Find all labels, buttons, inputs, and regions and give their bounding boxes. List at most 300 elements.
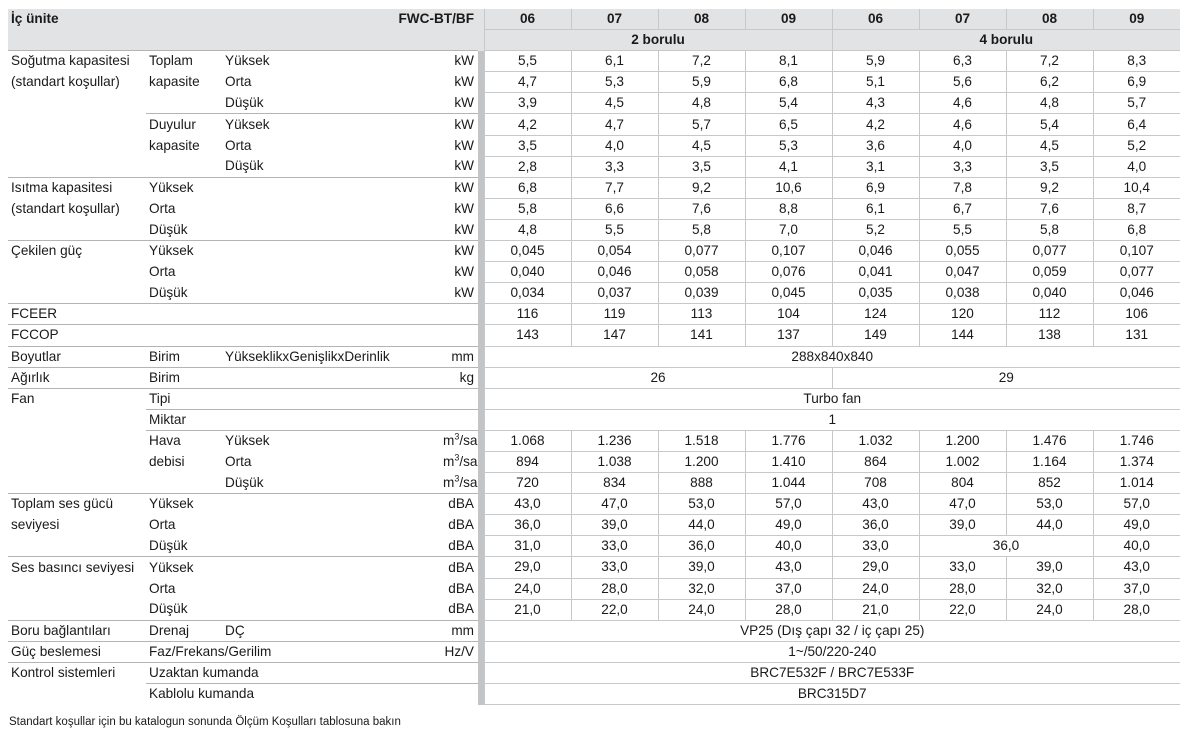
row-unit: kW	[440, 177, 478, 198]
row-label: Isıtma kapasitesi	[8, 177, 146, 198]
row-label: Fan	[8, 388, 146, 409]
row-level: Düşük	[225, 95, 264, 111]
model-code: 08	[1006, 9, 1093, 30]
table-row	[8, 9, 1180, 30]
value-cell: 0,058	[658, 262, 745, 283]
value-cell: 143	[484, 325, 571, 346]
value-cell: 0,077	[1006, 241, 1093, 262]
unit-tail: /sa	[459, 454, 478, 470]
row-unit: dBA	[440, 557, 478, 578]
value-cell: 57,0	[1093, 494, 1180, 515]
value-cell: 1.236	[571, 430, 658, 451]
row-level	[222, 177, 440, 198]
table-row	[8, 114, 1180, 135]
row-unit: dBA	[448, 580, 474, 596]
value-cell: 0,040	[484, 262, 571, 283]
value-cell: 137	[745, 325, 832, 346]
value-cell: 6,2	[1006, 72, 1093, 93]
value-cell: 1.164	[1006, 451, 1093, 472]
row-sublabel	[146, 93, 222, 114]
value-cell: 33,0	[571, 536, 658, 557]
row-unit: dBA	[448, 517, 474, 533]
row-sublabel: Toplam	[146, 51, 222, 72]
value-cell: 1.200	[658, 451, 745, 472]
table-row	[8, 367, 1180, 388]
row-unit: dBA	[448, 601, 474, 617]
row-level: DÇ	[222, 620, 440, 641]
row-label: seviyesi	[11, 517, 60, 533]
value-cell: 0,077	[658, 241, 745, 262]
row-unit: dBA	[448, 538, 474, 554]
value-cell: 4,8	[484, 219, 571, 240]
value-cell: 36,0	[832, 515, 919, 536]
value-cell: 7,8	[919, 177, 1006, 198]
table-row	[8, 409, 1180, 430]
row-level	[222, 283, 440, 304]
row-sublabel: Birim	[146, 367, 222, 388]
value-cell: 1.044	[745, 473, 832, 494]
value-cell: 43,0	[745, 557, 832, 578]
row-sublabel: Düşük	[149, 538, 188, 554]
value-cell: 36,0	[919, 536, 1093, 557]
table-row	[8, 30, 1180, 51]
row-unit: kW	[454, 137, 474, 153]
value-cell: 44,0	[658, 515, 745, 536]
value-cell: 131	[1093, 325, 1180, 346]
unit-superscript: 3	[454, 431, 460, 442]
value-cell: 39,0	[658, 557, 745, 578]
table-row	[8, 662, 1180, 683]
row-level	[222, 557, 440, 578]
value-cell: 5,6	[919, 72, 1006, 93]
row-level: Orta	[225, 454, 252, 470]
value-cell: 3,3	[919, 156, 1006, 177]
value-cell: 40,0	[1093, 536, 1180, 557]
value-cell: 32,0	[1006, 578, 1093, 599]
value-cell: 1.374	[1093, 451, 1180, 472]
value-cell: 147	[571, 325, 658, 346]
value-cell: 6,9	[832, 177, 919, 198]
unit-tail: /sa	[459, 433, 478, 449]
value-cell: 5,8	[658, 219, 745, 240]
row-level	[222, 198, 440, 219]
row-label	[8, 599, 146, 620]
row-sublabel	[146, 325, 222, 346]
value-cell: 4,5	[1006, 135, 1093, 156]
row-level: YükseklikxGenişlikxDerinlik	[222, 346, 440, 367]
value-cell: 43,0	[484, 494, 571, 515]
value-cell: 28,0	[1093, 599, 1180, 620]
row-label: Kontrol sistemleri	[8, 662, 146, 683]
value-cell: 5,4	[745, 93, 832, 114]
value-cell: 8,7	[1093, 198, 1180, 219]
table-row	[8, 156, 1180, 177]
value-cell: 9,2	[658, 177, 745, 198]
value-cell: 149	[832, 325, 919, 346]
value-cell: 5,9	[658, 72, 745, 93]
header-blank	[8, 30, 478, 51]
unit-m: m	[443, 433, 455, 449]
table-row	[8, 473, 1180, 494]
row-level	[222, 515, 440, 536]
model-code: 06	[832, 9, 919, 30]
row-level	[222, 388, 440, 409]
value-cell: 4,6	[919, 114, 1006, 135]
value-cell: 1.032	[832, 430, 919, 451]
row-sublabel: Orta	[149, 517, 176, 533]
value-cell: 43,0	[832, 494, 919, 515]
row-label: (standart koşullar)	[11, 74, 120, 90]
row-label	[8, 219, 146, 240]
row-sublabel: Faz/Frekans/Gerilim	[146, 641, 222, 662]
value-cell: 5,2	[1093, 135, 1180, 156]
value-cell: 6,4	[1093, 114, 1180, 135]
value-cell: 124	[832, 304, 919, 325]
value-cell: 37,0	[1093, 578, 1180, 599]
row-unit: kW	[454, 221, 474, 237]
table-row	[8, 684, 1180, 705]
value-cell: 288x840x840	[484, 346, 1180, 367]
value-cell: 7,6	[1006, 198, 1093, 219]
table-row	[8, 325, 1180, 346]
value-cell: 1~/50/220-240	[484, 641, 1180, 662]
row-label	[8, 536, 146, 557]
row-label: Güç beslemesi	[8, 641, 146, 662]
row-sublabel: Yüksek	[146, 241, 222, 262]
value-cell: 5,2	[832, 219, 919, 240]
value-cell: 4,6	[919, 93, 1006, 114]
table-row	[8, 177, 1180, 198]
value-cell: 24,0	[1006, 599, 1093, 620]
value-cell: 1.410	[745, 451, 832, 472]
row-unit: kW	[440, 51, 478, 72]
value-cell: 138	[1006, 325, 1093, 346]
value-cell: 8,1	[745, 51, 832, 72]
value-cell: 0,037	[571, 283, 658, 304]
value-cell: 834	[571, 473, 658, 494]
value-cell: 33,0	[832, 536, 919, 557]
footnote: Standart koşullar için bu katalogun sonunda Ölçüm Koşulları tablosuna bakın	[9, 716, 401, 728]
pipe-group: 4 borulu	[832, 30, 1180, 51]
value-cell: 28,0	[571, 578, 658, 599]
table-row	[8, 451, 1180, 472]
table-row	[8, 641, 1180, 662]
value-cell: 5,7	[1093, 93, 1180, 114]
value-cell: BRC315D7	[484, 684, 1180, 705]
row-sublabel: debisi	[149, 454, 185, 470]
row-label: FCEER	[8, 304, 146, 325]
row-unit	[440, 304, 478, 325]
row-unit: kW	[454, 264, 474, 280]
value-cell: 0,059	[1006, 262, 1093, 283]
value-cell: 33,0	[571, 557, 658, 578]
table-row	[8, 430, 1180, 451]
row-unit: kW	[440, 241, 478, 262]
value-cell: 708	[832, 473, 919, 494]
row-label: Çekilen güç	[8, 241, 146, 262]
row-sublabel: Birim	[146, 346, 222, 367]
value-cell: 6,7	[919, 198, 1006, 219]
row-unit: kW	[454, 74, 474, 90]
model-code: 06	[484, 9, 571, 30]
row-unit	[440, 430, 478, 451]
value-cell: 1	[484, 409, 1180, 430]
value-cell: 144	[919, 325, 1006, 346]
row-level: Yüksek	[222, 51, 440, 72]
row-level	[222, 325, 440, 346]
value-cell: 32,0	[658, 578, 745, 599]
row-level: Orta	[225, 137, 252, 153]
row-level	[222, 536, 440, 557]
table-row	[8, 620, 1180, 641]
value-cell: 6,6	[571, 198, 658, 219]
value-cell: 4,8	[1006, 93, 1093, 114]
row-label	[8, 451, 146, 472]
value-cell: 7,6	[658, 198, 745, 219]
value-cell: 26	[484, 367, 832, 388]
value-cell: 0,076	[745, 262, 832, 283]
value-cell: 4,1	[745, 156, 832, 177]
value-cell: 6,8	[745, 72, 832, 93]
value-cell: 894	[484, 451, 571, 472]
value-cell: 57,0	[745, 494, 832, 515]
model-header: FWC-BT/BF	[222, 9, 478, 30]
row-label	[8, 684, 146, 705]
table-row	[8, 578, 1180, 599]
value-cell: 5,9	[832, 51, 919, 72]
row-level	[222, 262, 440, 283]
row-sublabel: Yüksek	[146, 177, 222, 198]
value-cell: 37,0	[745, 578, 832, 599]
unit-header: İç ünite	[8, 9, 222, 30]
row-sublabel	[146, 156, 222, 177]
table-row	[8, 515, 1180, 536]
value-cell: 40,0	[745, 536, 832, 557]
value-cell: 39,0	[919, 515, 1006, 536]
value-cell: 0,046	[832, 241, 919, 262]
pipe-group: 2 borulu	[484, 30, 832, 51]
value-cell: 116	[484, 304, 571, 325]
value-cell: 6,1	[571, 51, 658, 72]
row-unit	[440, 684, 478, 705]
value-cell: 0,045	[745, 283, 832, 304]
value-cell: 5,5	[571, 219, 658, 240]
value-cell: 7,2	[658, 51, 745, 72]
row-label: Boyutlar	[8, 346, 146, 367]
table-row	[8, 557, 1180, 578]
value-cell: 0,107	[745, 241, 832, 262]
row-label	[8, 409, 146, 430]
value-cell: 888	[658, 473, 745, 494]
value-cell: 4,7	[571, 114, 658, 135]
value-cell: 21,0	[832, 599, 919, 620]
value-cell: 43,0	[1093, 557, 1180, 578]
value-cell: 1.002	[919, 451, 1006, 472]
value-cell: 0,045	[484, 241, 571, 262]
value-cell: 119	[571, 304, 658, 325]
value-cell: 3,6	[832, 135, 919, 156]
value-cell: 8,3	[1093, 51, 1180, 72]
value-cell: 5,1	[832, 72, 919, 93]
value-cell: 0,038	[919, 283, 1006, 304]
row-unit: kW	[454, 95, 474, 111]
value-cell: 21,0	[484, 599, 571, 620]
row-sublabel: Düşük	[149, 285, 188, 301]
model-code: 09	[1093, 9, 1180, 30]
table-row	[8, 599, 1180, 620]
row-label	[8, 262, 146, 283]
value-cell: 5,8	[1006, 219, 1093, 240]
row-level	[222, 219, 440, 240]
row-level	[222, 304, 440, 325]
value-cell: 864	[832, 451, 919, 472]
value-cell: 4,3	[832, 93, 919, 114]
row-sublabel: Duyulur	[146, 114, 222, 135]
row-label: Boru bağlantıları	[8, 620, 146, 641]
row-sublabel: Tipi	[146, 388, 222, 409]
table-row	[8, 388, 1180, 409]
value-cell: 5,3	[571, 72, 658, 93]
value-cell: 4,7	[484, 72, 571, 93]
value-cell: 29,0	[484, 557, 571, 578]
model-code: 09	[745, 9, 832, 30]
row-label: FCCOP	[8, 325, 146, 346]
value-cell: 4,0	[919, 135, 1006, 156]
value-cell: 4,2	[484, 114, 571, 135]
table-row	[8, 536, 1180, 557]
value-cell: BRC7E532F / BRC7E533F	[484, 662, 1180, 683]
row-sublabel: Yüksek	[146, 557, 222, 578]
value-cell: 1.068	[484, 430, 571, 451]
spec-table	[8, 9, 1180, 705]
table-row	[8, 346, 1180, 367]
value-cell: 106	[1093, 304, 1180, 325]
row-unit	[440, 325, 478, 346]
row-level: Düşük	[225, 474, 264, 490]
value-cell: 28,0	[919, 578, 1006, 599]
row-sublabel: Orta	[149, 200, 176, 216]
value-cell: 6,5	[745, 114, 832, 135]
row-label	[8, 430, 146, 451]
row-level: Yüksek	[222, 430, 440, 451]
value-cell: 36,0	[484, 515, 571, 536]
value-cell: 49,0	[1093, 515, 1180, 536]
row-label: (standart koşullar)	[11, 200, 120, 216]
table-row	[8, 198, 1180, 219]
row-sublabel: kapasite	[149, 137, 200, 153]
value-cell: 112	[1006, 304, 1093, 325]
value-cell: 0,035	[832, 283, 919, 304]
value-cell: 0,054	[571, 241, 658, 262]
value-cell: 1.776	[745, 430, 832, 451]
value-cell: 9,2	[1006, 177, 1093, 198]
spec-table-container	[8, 9, 1180, 705]
unit-m: m	[443, 454, 455, 470]
value-cell: Turbo fan	[484, 388, 1180, 409]
row-unit: kW	[454, 285, 474, 301]
row-level	[222, 599, 440, 620]
row-unit: kW	[454, 200, 474, 216]
value-cell: 0,047	[919, 262, 1006, 283]
value-cell: 24,0	[658, 599, 745, 620]
table-row	[8, 93, 1180, 114]
value-cell: 31,0	[484, 536, 571, 557]
value-cell: 5,5	[484, 51, 571, 72]
row-sublabel: Orta	[149, 264, 176, 280]
table-row	[8, 494, 1180, 515]
value-cell: 44,0	[1006, 515, 1093, 536]
value-cell: 1.038	[571, 451, 658, 472]
row-sublabel	[146, 304, 222, 325]
value-cell: 720	[484, 473, 571, 494]
value-cell: 3,5	[1006, 156, 1093, 177]
row-label	[8, 473, 146, 494]
row-label: Ses basıncı seviyesi	[8, 557, 146, 578]
row-level: Düşük	[225, 158, 264, 174]
row-sublabel: Miktar	[146, 409, 222, 430]
row-unit	[440, 409, 478, 430]
value-cell: 3,1	[832, 156, 919, 177]
value-cell: 47,0	[919, 494, 1006, 515]
value-cell: 53,0	[658, 494, 745, 515]
model-code: 08	[658, 9, 745, 30]
row-level	[222, 494, 440, 515]
value-cell: 4,5	[658, 135, 745, 156]
row-label	[8, 578, 146, 599]
row-label	[8, 135, 146, 156]
value-cell: 49,0	[745, 515, 832, 536]
row-level	[222, 578, 440, 599]
model-code: 07	[919, 9, 1006, 30]
value-cell: 0,034	[484, 283, 571, 304]
table-row	[8, 304, 1180, 325]
row-sublabel: Uzaktan kumanda	[146, 662, 222, 683]
value-cell: 6,9	[1093, 72, 1180, 93]
value-cell: 1.014	[1093, 473, 1180, 494]
value-cell: 29	[832, 367, 1180, 388]
unit-tail: /sa	[459, 474, 478, 490]
value-cell: 5,8	[484, 198, 571, 219]
value-cell: 0,046	[1093, 283, 1180, 304]
value-cell: 33,0	[919, 557, 1006, 578]
value-cell: 6,8	[1093, 219, 1180, 240]
row-level: Orta	[225, 74, 252, 90]
row-label: Ağırlık	[8, 367, 146, 388]
value-cell: 5,3	[745, 135, 832, 156]
value-cell: 0,041	[832, 262, 919, 283]
value-cell: 7,2	[1006, 51, 1093, 72]
value-cell: VP25 (Dış çapı 32 / iç çapı 25)	[484, 620, 1180, 641]
value-cell: 39,0	[571, 515, 658, 536]
value-cell: 47,0	[571, 494, 658, 515]
row-unit	[440, 451, 478, 472]
value-cell: 36,0	[658, 536, 745, 557]
unit-superscript: 3	[454, 473, 460, 484]
row-sublabel: Hava	[146, 430, 222, 451]
value-cell: 1.200	[919, 430, 1006, 451]
value-cell: 10,6	[745, 177, 832, 198]
value-cell: 22,0	[919, 599, 1006, 620]
value-cell: 7,0	[745, 219, 832, 240]
row-unit: dBA	[440, 494, 478, 515]
value-cell: 24,0	[484, 578, 571, 599]
value-cell: 6,3	[919, 51, 1006, 72]
row-label: Soğutma kapasitesi	[8, 51, 146, 72]
value-cell: 4,0	[1093, 156, 1180, 177]
row-unit: mm	[440, 620, 478, 641]
row-unit: kW	[454, 158, 474, 174]
value-cell: 8,8	[745, 198, 832, 219]
